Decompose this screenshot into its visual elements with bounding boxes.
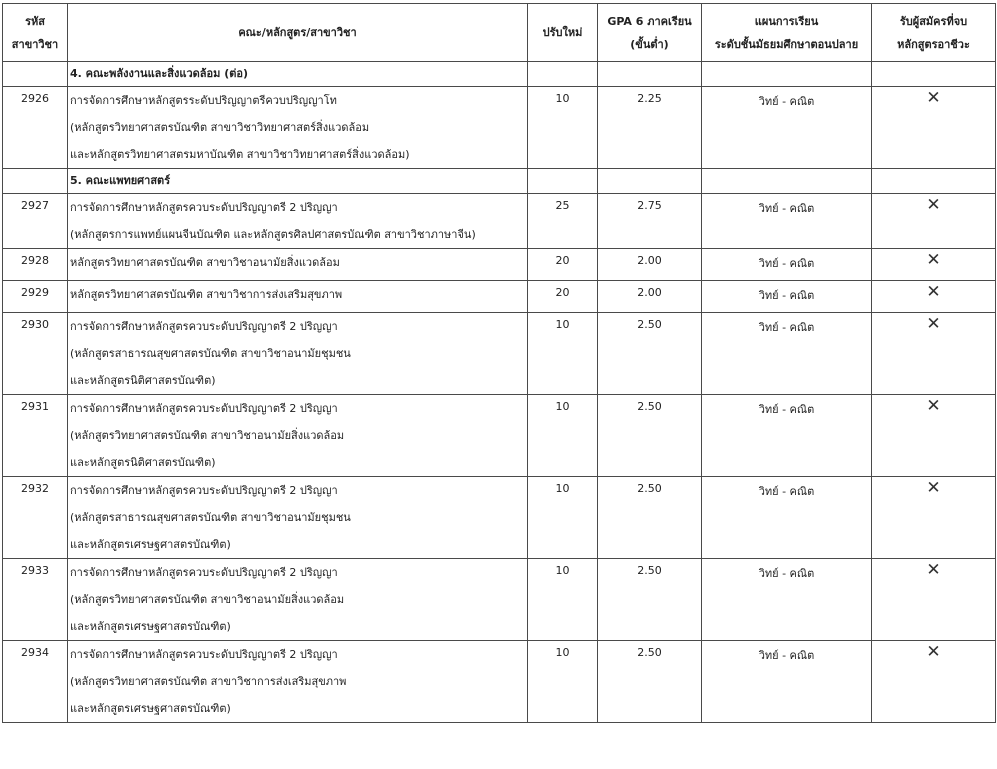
program-code: 2926 <box>3 87 68 169</box>
program-description-line: การจัดการศึกษาหลักสูตรควบระดับปริญญาตรี 2 ปริญญา <box>70 320 338 333</box>
program-description-line: และหลักสูตรนิติศาสตรบัณฑิต) <box>70 374 216 387</box>
cross-icon: ✕ <box>872 194 996 249</box>
min-gpa: 2.25 <box>598 87 702 169</box>
program-code: 2927 <box>3 194 68 249</box>
section-empty-cell <box>702 169 872 194</box>
revised-seats: 20 <box>528 249 598 281</box>
section-empty-cell <box>528 62 598 87</box>
section-code-cell <box>3 169 68 194</box>
program-description-line: การจัดการศึกษาหลักสูตรควบระดับปริญญาตรี 2 ปริญญา <box>70 201 338 214</box>
study-plan: วิทย์ - คณิต <box>702 249 872 281</box>
study-plan: วิทย์ - คณิต <box>702 87 872 169</box>
study-plan: วิทย์ - คณิต <box>702 313 872 395</box>
header-vocational <box>872 4 996 62</box>
table-row <box>3 477 996 559</box>
program-code: 2932 <box>3 477 68 559</box>
revised-seats: 10 <box>528 477 598 559</box>
table-row <box>3 641 996 723</box>
header-plan <box>702 4 872 62</box>
program-code: 2929 <box>3 281 68 313</box>
section-title: 4. คณะพลังงานและสิ่งแวดล้อม (ต่อ) <box>68 62 528 87</box>
section-empty-cell <box>872 62 996 87</box>
program-description <box>68 87 528 169</box>
program-description <box>68 559 528 641</box>
program-description-line: และหลักสูตรเศรษฐศาสตรบัณฑิต) <box>70 702 231 715</box>
program-description-line: การจัดการศึกษาหลักสูตรควบระดับปริญญาตรี 2 ปริญญา <box>70 402 338 415</box>
program-description <box>68 313 528 395</box>
header-plan-line1: แผนการเรียน <box>754 14 819 28</box>
program-description-line: และหลักสูตรวิทยาศาสตรมหาบัณฑิต สาขาวิชาวิทยาศาสตร์สิ่งแวดล้อม) <box>70 148 410 161</box>
cross-icon: ✕ <box>872 641 996 723</box>
program-description-line: (หลักสูตรวิทยาศาสตรบัณฑิต สาขาวิชาการส่งเสริมสุขภาพ <box>70 675 347 688</box>
program-code: 2934 <box>3 641 68 723</box>
min-gpa: 2.50 <box>598 313 702 395</box>
section-code-cell <box>3 62 68 87</box>
table-row <box>3 559 996 641</box>
revised-seats: 10 <box>528 87 598 169</box>
study-plan: วิทย์ - คณิต <box>702 281 872 313</box>
header-revised: ปรับใหม่ <box>528 4 598 62</box>
study-plan: วิทย์ - คณิต <box>702 194 872 249</box>
cross-icon: ✕ <box>872 313 996 395</box>
program-description-line: การจัดการศึกษาหลักสูตรควบระดับปริญญาตรี 2 ปริญญา <box>70 484 338 497</box>
header-gpa-line1: GPA 6 ภาคเรียน <box>607 14 692 28</box>
program-code: 2928 <box>3 249 68 281</box>
header-program: คณะ/หลักสูตร/สาขาวิชา <box>68 4 528 62</box>
study-plan: วิทย์ - คณิต <box>702 641 872 723</box>
cross-icon: ✕ <box>872 249 996 281</box>
section-row <box>3 62 996 87</box>
section-empty-cell <box>598 169 702 194</box>
study-plan: วิทย์ - คณิต <box>702 477 872 559</box>
table-row <box>3 194 996 249</box>
study-plan: วิทย์ - คณิต <box>702 395 872 477</box>
header-row <box>3 4 996 62</box>
program-description-line: หลักสูตรวิทยาศาสตรบัณฑิต สาขาวิชาการส่งเสริมสุขภาพ <box>70 288 343 301</box>
revised-seats: 25 <box>528 194 598 249</box>
header-code <box>3 4 68 62</box>
program-description-line: หลักสูตรวิทยาศาสตรบัณฑิต สาขาวิชาอนามัยสิ่งแวดล้อม <box>70 256 340 269</box>
revised-seats: 10 <box>528 313 598 395</box>
revised-seats: 10 <box>528 559 598 641</box>
program-description-line: และหลักสูตรเศรษฐศาสตรบัณฑิต) <box>70 620 231 633</box>
table-row <box>3 249 996 281</box>
header-code-line1: รหัส <box>25 14 45 28</box>
table-row <box>3 395 996 477</box>
table-row <box>3 313 996 395</box>
min-gpa: 2.50 <box>598 559 702 641</box>
section-row <box>3 169 996 194</box>
header-code-line2: สาขาวิชา <box>11 37 59 51</box>
program-description <box>68 249 528 281</box>
program-code: 2933 <box>3 559 68 641</box>
min-gpa: 2.50 <box>598 395 702 477</box>
revised-seats: 10 <box>528 395 598 477</box>
program-code: 2930 <box>3 313 68 395</box>
header-vocational-line1: รับผู้สมัครที่จบ <box>899 14 968 28</box>
min-gpa: 2.50 <box>598 477 702 559</box>
table-body <box>3 62 996 723</box>
program-description <box>68 641 528 723</box>
admissions-table <box>2 3 996 723</box>
section-empty-cell <box>872 169 996 194</box>
study-plan: วิทย์ - คณิต <box>702 559 872 641</box>
min-gpa: 2.00 <box>598 281 702 313</box>
header-plan-line2: ระดับชั้นมัธยมศึกษาตอนปลาย <box>714 37 859 51</box>
cross-icon: ✕ <box>872 281 996 313</box>
section-empty-cell <box>702 62 872 87</box>
header-vocational-line2: หลักสูตรอาชีวะ <box>897 37 970 51</box>
section-title: 5. คณะแพทยศาสตร์ <box>68 169 528 194</box>
cross-icon: ✕ <box>872 559 996 641</box>
section-empty-cell <box>528 169 598 194</box>
revised-seats: 20 <box>528 281 598 313</box>
header-gpa-line2: (ขั้นต่ำ) <box>630 37 669 51</box>
program-description-line: การจัดการศึกษาหลักสูตรควบระดับปริญญาตรี 2 ปริญญา <box>70 648 338 661</box>
program-description <box>68 194 528 249</box>
program-description-line: (หลักสูตรวิทยาศาสตรบัณฑิต สาขาวิชาวิทยาศาสตร์สิ่งแวดล้อม <box>70 121 370 134</box>
program-description-line: การจัดการศึกษาหลักสูตรควบระดับปริญญาตรี 2 ปริญญา <box>70 566 338 579</box>
program-code: 2931 <box>3 395 68 477</box>
cross-icon: ✕ <box>872 477 996 559</box>
section-empty-cell <box>598 62 702 87</box>
cross-icon: ✕ <box>872 87 996 169</box>
program-description <box>68 281 528 313</box>
program-description-line: และหลักสูตรนิติศาสตรบัณฑิต) <box>70 456 216 469</box>
program-description-line: (หลักสูตรสาธารณสุขศาสตรบัณฑิต สาขาวิชาอนามัยชุมชน <box>70 511 351 524</box>
min-gpa: 2.50 <box>598 641 702 723</box>
cross-icon: ✕ <box>872 395 996 477</box>
program-description <box>68 477 528 559</box>
revised-seats: 10 <box>528 641 598 723</box>
program-description-line: และหลักสูตรเศรษฐศาสตรบัณฑิต) <box>70 538 231 551</box>
min-gpa: 2.00 <box>598 249 702 281</box>
program-description-line: (หลักสูตรวิทยาศาสตรบัณฑิต สาขาวิชาอนามัยสิ่งแวดล้อม <box>70 429 345 442</box>
program-description-line: (หลักสูตรสาธารณสุขศาสตรบัณฑิต สาขาวิชาอนามัยชุมชน <box>70 347 351 360</box>
program-description-line: (หลักสูตรวิทยาศาสตรบัณฑิต สาขาวิชาอนามัยสิ่งแวดล้อม <box>70 593 345 606</box>
program-description-line: การจัดการศึกษาหลักสูตรระดับปริญญาตรีควบปริญญาโท <box>70 94 337 107</box>
header-gpa <box>598 4 702 62</box>
table-row <box>3 87 996 169</box>
program-description-line: (หลักสูตรการแพทย์แผนจีนบัณฑิต และหลักสูตรศิลปศาสตรบัณฑิต สาขาวิชาภาษาจีน) <box>70 228 476 241</box>
table-row <box>3 281 996 313</box>
min-gpa: 2.75 <box>598 194 702 249</box>
program-description <box>68 395 528 477</box>
